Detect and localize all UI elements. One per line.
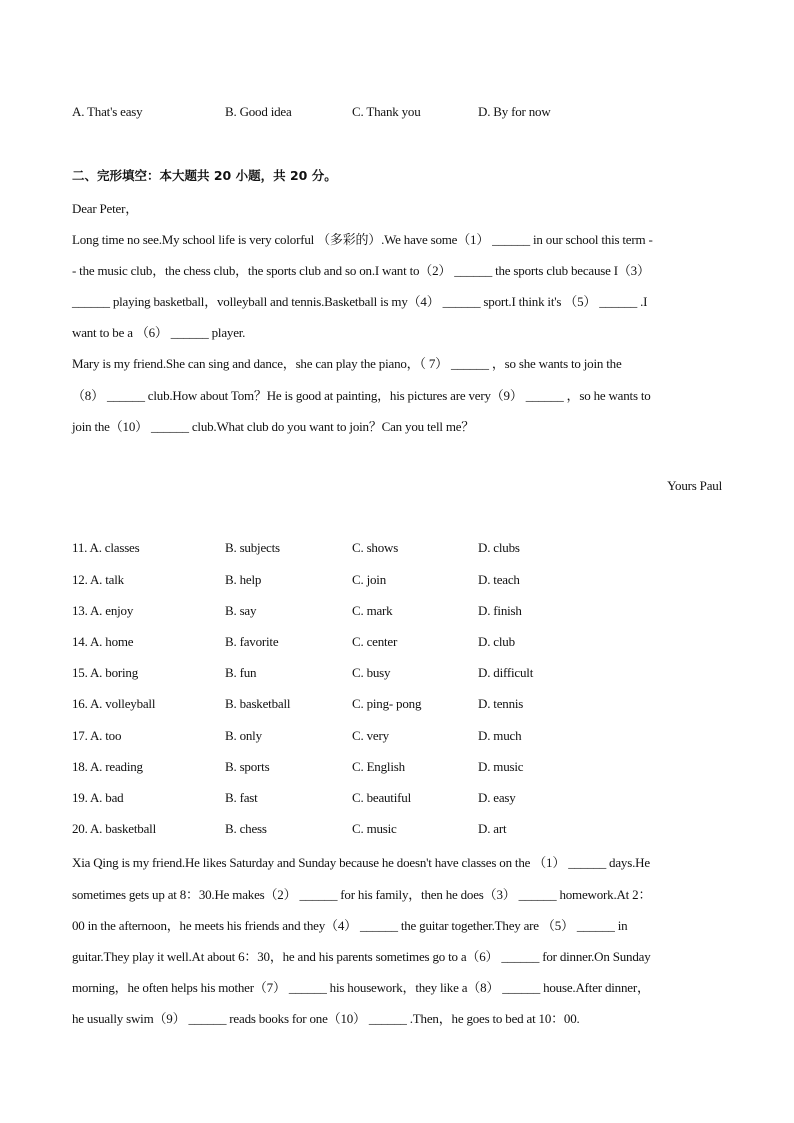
question-option-a: 12. A. talk [72,572,124,587]
question-option-b: B. sports [225,759,270,774]
letter-line: join the（10） ______ club.What club do you want to join？Can you tell me？ [72,419,475,434]
question-option-d: D. difficult [478,665,534,680]
question-option-c: C. center [352,634,398,649]
letter-line: Long time no see.My school life is very colorful （多彩的）.We have some（1） ______ in our school this term - [72,232,653,247]
question-option-b: B. favorite [225,634,279,649]
question-option-d: D. clubs [478,540,520,555]
question-option-a: 16. A. volleyball [72,696,156,711]
letter-line: ______ playing basketball，volleyball and tennis.Basketball is my（4） ______ sport.I think it's （5） ______ .I [72,294,648,309]
question-option-b: B. chess [225,821,267,836]
passage-line: he usually swim（9） ______ reads books for one（10） ______ .Then，he goes to bed at 10：00. [72,1011,580,1026]
question-option-d: D. art [478,821,507,836]
question-option-c: C. music [352,821,397,836]
question-option-a: 11. A. classes [72,540,140,555]
letter-line: （8） ______ club.How about Tom？He is good at painting，his pictures are very（9） ______ ，so he wants to [72,388,651,403]
passage-line: morning，he often helps his mother（7） ______ his housework，they like a（8） ______ house.After dinner， [72,980,650,995]
option-a: A. That's easy [72,104,143,119]
question-option-a: 18. A. reading [72,759,143,774]
option-d: D. By for now [478,104,551,119]
question-option-a: 20. A. basketball [72,821,156,836]
question-option-c: C. ping- pong [352,696,422,711]
question-option-c: C. busy [352,665,391,680]
question-option-b: B. subjects [225,540,280,555]
question-option-d: D. club [478,634,515,649]
question-option-c: C. very [352,728,389,743]
question-option-b: B. basketball [225,696,291,711]
letter-line: want to be a （6） ______ player. [72,325,246,340]
question-option-c: C. join [352,572,386,587]
letter-line: - the music club，the chess club，the sports club and so on.I want to（2） ______ the sports club because I（3） [72,263,650,278]
letter-signature: Yours Paul [667,478,722,493]
question-option-a: 15. A. boring [72,665,139,680]
question-option-d: D. tennis [478,696,524,711]
question-option-c: C. mark [352,603,393,618]
question-option-c: C. English [352,759,405,774]
passage-line: guitar.They play it well.At about 6：30，he and his parents sometimes go to a（6） ______ for dinner.On Sunday [72,949,651,964]
question-option-b: B. fast [225,790,258,805]
question-option-a: 13. A. enjoy [72,603,134,618]
question-option-b: B. say [225,603,257,618]
passage-line: 00 in the afternoon，he meets his friends and they（4） ______ the guitar together.They are （5） ______ in [72,918,628,933]
question-option-c: C. beautiful [352,790,411,805]
question-option-d: D. easy [478,790,516,805]
question-option-d: D. finish [478,603,522,618]
question-option-d: D. music [478,759,524,774]
question-option-a: 17. A. too [72,728,122,743]
letter-line: Mary is my friend.She can sing and dance，she can play the piano，（ 7） ______ ，so she wants to join the [72,356,622,371]
passage-line: Xia Qing is my friend.He likes Saturday and Sunday because he doesn't have classes on the （1） ______ days.He [72,855,650,870]
question-option-b: B. only [225,728,262,743]
question-option-a: 14. A. home [72,634,134,649]
question-option-c: C. shows [352,540,399,555]
section-title: 二、完形填空：本大题共 20 小题，共 20 分。 [72,168,337,183]
question-option-b: B. help [225,572,262,587]
question-option-b: B. fun [225,665,257,680]
letter-greeting: Dear Peter， [72,201,139,216]
question-option-a: 19. A. bad [72,790,124,805]
question-option-d: D. much [478,728,522,743]
passage-line: sometimes gets up at 8：30.He makes（2） ______ for his family，then he does（3） ______ homework.At 2： [72,887,652,902]
question-option-d: D. teach [478,572,520,587]
option-c: C. Thank you [352,104,421,119]
option-b: B. Good idea [225,104,292,119]
